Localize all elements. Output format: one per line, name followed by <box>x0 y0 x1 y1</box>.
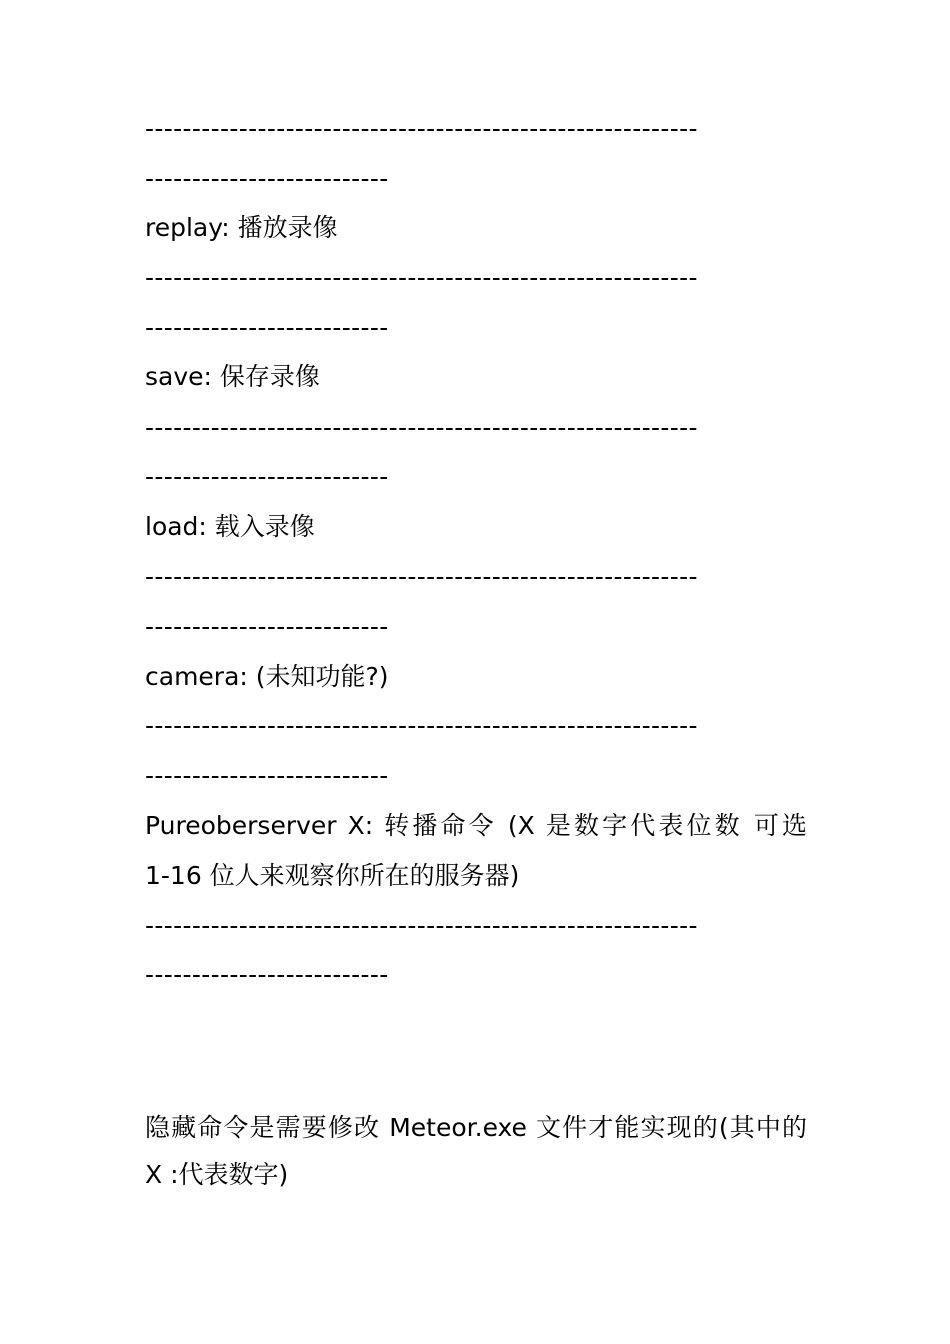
separator-line: ----------------------------------------------------------- <box>145 413 698 442</box>
command-camera: camera: (未知功能?) <box>145 662 389 691</box>
hidden-command-note: 隐藏命令是需要修改 Meteor.exe 文件才能实现的(其中的 <box>145 1113 807 1142</box>
separator-line: ----------------------------------------------------------- <box>145 114 698 143</box>
separator-line: ----------------------------------------------------------- <box>145 263 698 292</box>
command-load: load: 载入录像 <box>145 512 315 541</box>
separator-line: ----------------------------------------------------------- <box>145 711 698 740</box>
separator-line: -------------------------- <box>145 761 389 790</box>
separator-line: -------------------------- <box>145 612 389 641</box>
separator-line: -------------------------- <box>145 462 389 491</box>
separator-line: -------------------------- <box>145 164 389 193</box>
separator-line: ----------------------------------------------------------- <box>145 562 698 591</box>
hidden-command-note-continuation: X :代表数字) <box>145 1160 289 1189</box>
command-pureoberserver: Pureoberserver X: 转播命令 (X 是数字代表位数 可选 <box>145 811 807 840</box>
separator-line: -------------------------- <box>145 313 389 342</box>
command-save: save: 保存录像 <box>145 362 320 391</box>
separator-line: ----------------------------------------------------------- <box>145 911 698 940</box>
command-replay: replay: 播放录像 <box>145 213 338 242</box>
separator-line: -------------------------- <box>145 960 389 989</box>
command-pureoberserver-continuation: 1-16 位人来观察你所在的服务器) <box>145 861 520 890</box>
